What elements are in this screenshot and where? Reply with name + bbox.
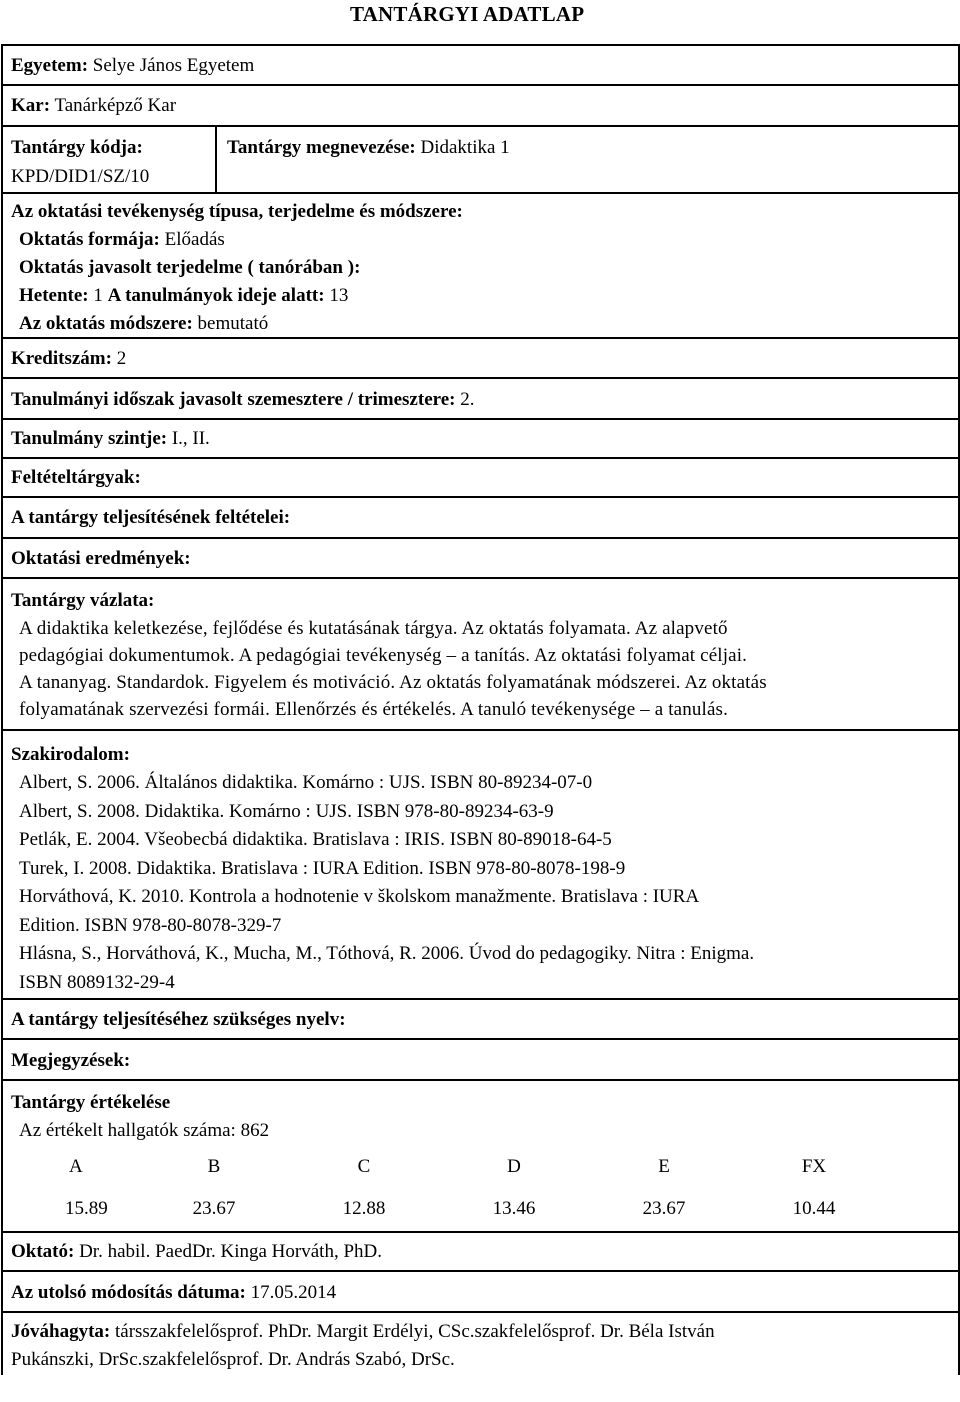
grade-value: 15.89: [65, 1198, 108, 1219]
form-label: Oktatás formája:: [19, 229, 160, 250]
activity-section: [3, 194, 958, 339]
completion-row: [3, 498, 958, 539]
approved-section: [3, 1313, 958, 1375]
prerequisites-label: Feltételtárgyak:: [11, 467, 141, 488]
credits-label: Kreditszám:: [11, 348, 112, 369]
language-row: [3, 1000, 958, 1040]
completion-label: A tantárgy teljesítésének feltételei:: [11, 507, 291, 528]
prerequisites-row: [3, 459, 958, 498]
university-value: Selye János Egyetem: [92, 55, 255, 76]
outline-line: folyamatának szervezési formái. Ellenőrzés és értékelés. A tanuló tevékenysége – a tanulás.: [19, 699, 728, 720]
course-name-value: Didaktika 1: [420, 137, 510, 158]
course-name-cell: [227, 133, 510, 162]
outline-section: [3, 579, 958, 731]
grade-header: D: [507, 1156, 521, 1177]
course-sheet: [1, 44, 960, 1375]
modified-label: Az utolsó módosítás dátuma:: [11, 1282, 246, 1303]
grade-header: FX: [801, 1156, 827, 1177]
teacher-value: Dr. habil. PaedDr. Kinga Horváth, PhD.: [79, 1241, 382, 1262]
university-label: Egyetem:: [11, 55, 89, 76]
literature-item: ISBN 8089132-29-4: [19, 971, 175, 993]
literature-item: Edition. ISBN 978-80-8078-329-7: [19, 914, 282, 936]
outline-label: Tantárgy vázlata:: [11, 590, 155, 611]
literature-item: Albert, S. 2008. Didaktika. Komárno : UJS. ISBN 978-80-89234-63-9: [19, 800, 554, 822]
course-code-cell: [3, 127, 217, 192]
activity-heading: Az oktatási tevékenység típusa, terjedelme és módszere:: [11, 201, 463, 222]
grade-value: 23.67: [642, 1198, 686, 1219]
evaluation-section: [3, 1081, 958, 1233]
total-value: 13: [329, 285, 349, 306]
weekly-value: 1: [93, 285, 103, 306]
literature-label: Szakirodalom:: [11, 744, 130, 765]
level-value: I., II.: [171, 428, 210, 449]
grade-value: 23.67: [192, 1198, 236, 1219]
method-value: bemutató: [197, 313, 269, 334]
grade-value: 10.44: [792, 1198, 836, 1219]
approved-line-1: társszakfelelősprof. PhDr. Margit Erdélyi, CSc.szakfelelősprof. Dr. Béla István: [114, 1321, 715, 1342]
notes-row: [3, 1040, 958, 1081]
literature-item: Petlák, E. 2004. Všeobecbá didaktika. Bratislava : IRIS. ISBN 80-89018-64-5: [19, 829, 612, 850]
grade-headers: [19, 1153, 919, 1181]
grade-header: C: [357, 1156, 371, 1177]
course-code-value: KPD/DID1/SZ/10: [11, 166, 150, 187]
literature-item: Hlásna, S., Horváthová, K., Mucha, M., Tóthová, R. 2006. Úvod do pedagogiky. Nitra : Enigma.: [19, 943, 755, 964]
literature-section: [3, 731, 958, 1000]
grade-value: 13.46: [492, 1198, 536, 1219]
semester-value: 2.: [460, 389, 475, 410]
literature-list: [11, 769, 950, 997]
approved-label: Jóváhagyta:: [11, 1321, 111, 1342]
outline-line: A didaktika keletkezése, fejlődése és kutatásának tárgya. Az oktatás folyamata. Az alapvető: [19, 618, 728, 639]
literature-item: Horváthová, K. 2010. Kontrola a hodnotenie v školskom manažmente. Bratislava : IURA: [19, 886, 700, 907]
grade-values: [19, 1195, 919, 1223]
course-name-label: Tantárgy megnevezése:: [227, 137, 416, 158]
modified-value: 17.05.2014: [250, 1282, 337, 1303]
grade-header: A: [69, 1156, 83, 1177]
semester-label: Tanulmányi időszak javasolt szemesztere / trimesztere:: [11, 389, 456, 410]
credits-value: 2: [116, 348, 127, 369]
level-row: [3, 420, 958, 459]
evaluation-label: Tantárgy értékelése: [11, 1092, 171, 1113]
outcomes-row: [3, 539, 958, 579]
semester-row: [3, 379, 958, 420]
weekly-label: Hetente:: [19, 285, 89, 306]
faculty-row: [3, 86, 958, 127]
grade-value: 12.88: [342, 1198, 386, 1219]
outline-line: A tananyag. Standardok. Figyelem és motiváció. Az oktatás folyamatának módszerei. Az oktatás: [19, 672, 767, 693]
grade-header: B: [207, 1156, 221, 1177]
level-label: Tanulmány szintje:: [11, 428, 168, 449]
literature-item: Turek, I. 2008. Didaktika. Bratislava : IURA Edition. ISBN 978-80-8078-198-9: [19, 857, 626, 879]
language-label: A tantárgy teljesítéséhez szükséges nyelv:: [11, 1009, 346, 1030]
course-id-row: [3, 127, 958, 194]
outline-text: [11, 615, 950, 723]
literature-item: Albert, S. 2006. Általános didaktika. Komárno : UJS. ISBN 80-89234-07-0: [19, 772, 593, 793]
outline-line: pedagógiai dokumentumok. A pedagógiai tevékenység – a tanítás. Az oktatási folyamat céljai.: [19, 645, 748, 666]
teacher-row: [3, 1233, 958, 1272]
method-label: Az oktatás módszere:: [19, 313, 193, 334]
modified-row: [3, 1272, 958, 1313]
notes-label: Megjegyzések:: [11, 1050, 131, 1071]
outcomes-label: Oktatási eredmények:: [11, 548, 191, 569]
document-title: TANTÁRGYI ADATLAP: [350, 2, 585, 26]
approved-line-2: Pukánszki, DrSc.szakfelelősprof. Dr. András Szabó, DrSc.: [11, 1349, 455, 1370]
total-label: A tanulmányok ideje alatt:: [107, 285, 325, 306]
form-value: Előadás: [164, 229, 225, 250]
scope-label: Oktatás javasolt terjedelme ( tanórában ):: [19, 257, 361, 278]
teacher-label: Oktató:: [11, 1241, 75, 1262]
credits-row: [3, 339, 958, 379]
faculty-label: Kar:: [11, 95, 51, 116]
faculty-value: Tanárképző Kar: [54, 95, 177, 116]
university-row: [3, 46, 958, 86]
course-code-label: Tantárgy kódja:: [11, 137, 143, 158]
evaluated-students: Az értékelt hallgatók száma: 862: [19, 1120, 270, 1141]
grade-header: E: [658, 1156, 670, 1177]
